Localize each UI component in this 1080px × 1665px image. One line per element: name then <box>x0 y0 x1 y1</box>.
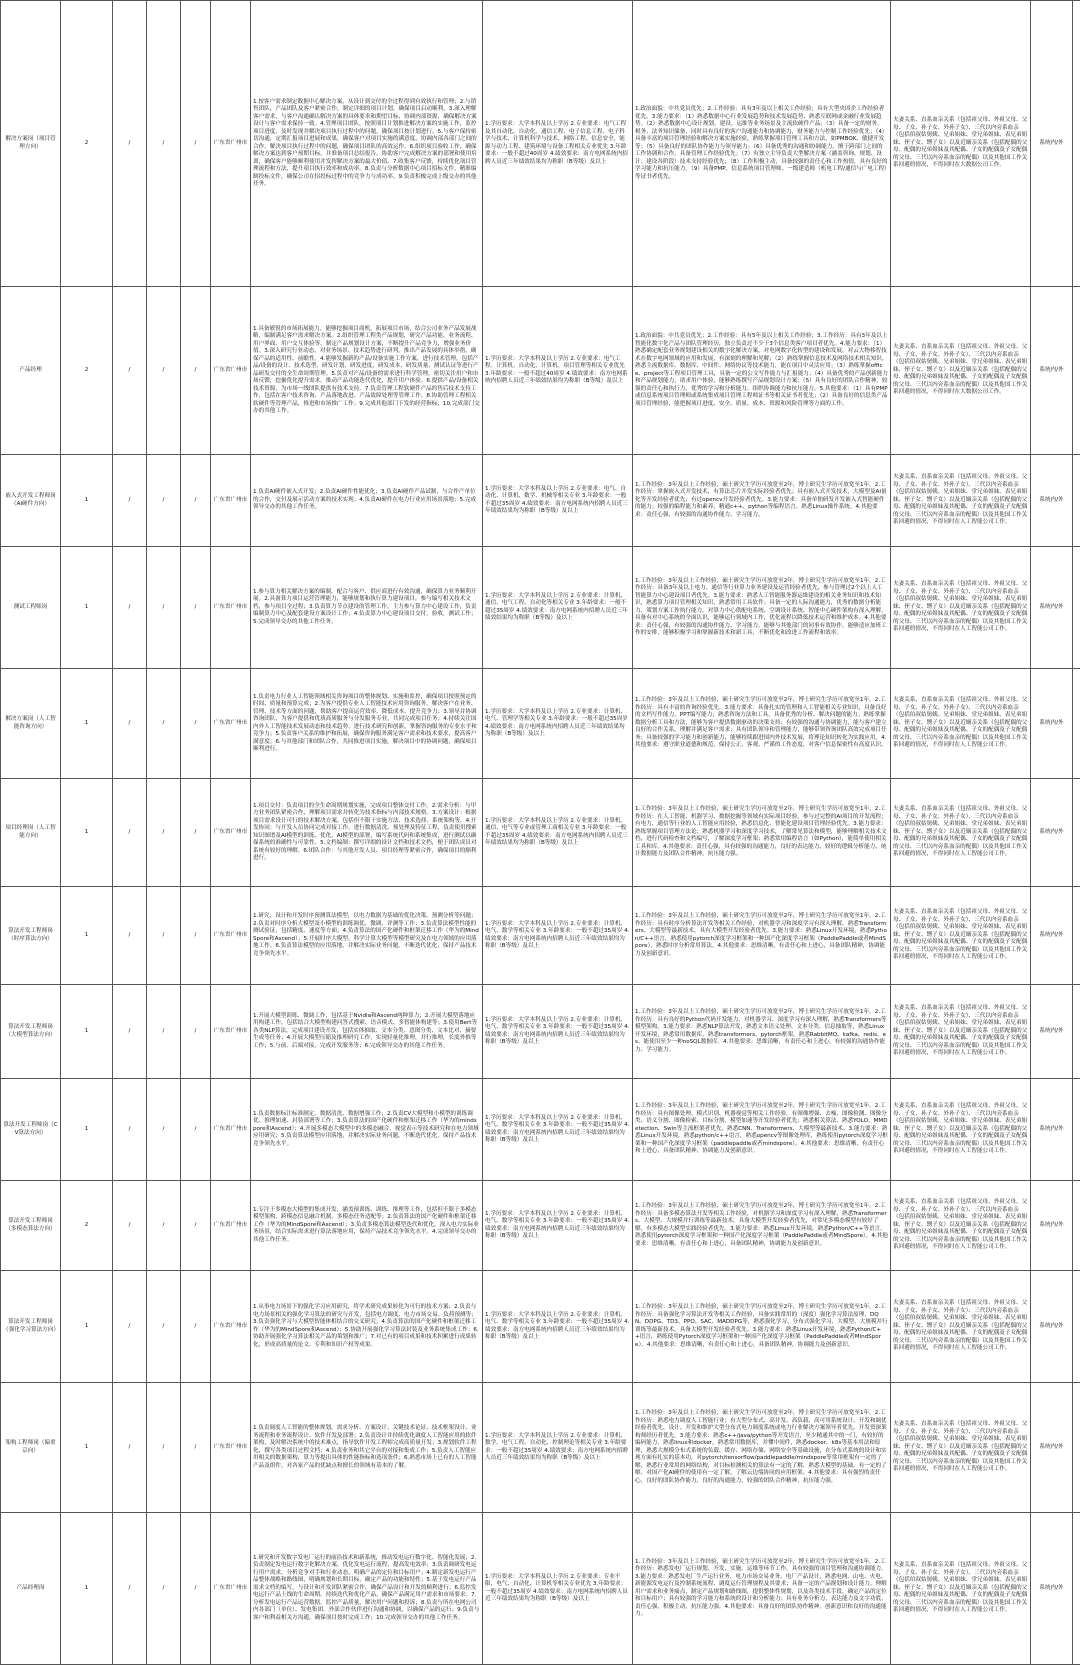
headcount: 2 <box>61 1181 113 1271</box>
position-name: 算法开发工程师岗（强化学习算法方向） <box>1 1271 61 1383</box>
basic-requirements: 1.学历要求：大学本科及以上学历 2.专业要求：计算机、通信、电气工程、自动化等相关专业 3.年龄要求：一般不超过35周岁 4.绩效要求：南方电网系统内招聘人员近三年绩效结果均为称职（B等级）及以上 <box>483 547 633 669</box>
slash-cell: / <box>147 779 181 887</box>
qualifications: 1.工作经验：3年及以上工作经验，硕士研究生学历可放宽至2年，博士研究生学历可放宽至1年。2.工作经历：具有图像处理、模式识别、机器视觉等相关工作经验，有图像增强、去噪、图像检测、图像分类、语义分割、图像检索、目标分割、模型加速等开发经验者优先；熟悉相关算法、熟悉YOLO、MMDetection、Swin等主流框架者优先，熟悉CNN、Transformers、大模型等最新技术。3.能力要求：熟悉Linux开发环境，熟悉python/c++语言，熟悉opencv等图像处理库，熟练使用pytorch深度学习框架和一种国产化深度学习框架（paddlepaddle或者mindspore）。4.其他要求：思维清晰，有责任心和上进心，具备团队精神，协调能力及创新意识。 <box>633 1079 891 1181</box>
position-name: 算法开发工程师岗（CV算法方向） <box>1 1079 61 1181</box>
slash-cell: / <box>147 985 181 1079</box>
relative-avoidance: 夫妻关系、直系血亲关系（包括祖父母、外祖父母、父母、子女、孙子女、外孙子女）、三代以内旁系血亲（包括伯叔姑舅姨、兄弟姐妹、堂兄弟姐妹、表兄弟姐妹、侄子女、甥子女）以及近姻亲关系（包括配偶的父母、配偶的兄弟姐妹及其配偶、子女的配偶及子女配偶的父母、三代以内旁系血亲的配偶）以及其他国工作关系回避的情况，不得同时在人工智能公司工作。 <box>891 669 1031 779</box>
relative-avoidance: 夫妻关系、直系血亲关系（包括祖父母、外祖父母、父母、子女、孙子女、外孙子女）、三代以内旁系血亲（包括伯叔姑舅姨、兄弟姐妹、堂兄弟姐妹、表兄弟姐妹、侄子女、甥子女）以及近姻亲关系（包括配偶的父母、配偶的兄弟姐妹及其配偶、子女的配偶及子女配偶的父母、三代以内旁系血亲的配偶）以及其他国工作关系回避的情况，不得同时在人工智能公司工作。 <box>891 1383 1031 1513</box>
slash-cell: / <box>181 887 211 985</box>
basic-requirements: 1.学历要求：大学本科及以上学历 2.专业要求：计算机、电气、数学等相关专业 3.年龄要求：一般不超过35周岁 4.绩效要求：南方电网系统内招聘人员近三年绩效结果均为称职（B等级）及以上 <box>483 1079 633 1181</box>
table-row <box>1 547 1080 669</box>
slash-cell: / <box>113 1079 147 1181</box>
job-duties: 1.项目交付：负责项目的全生命周期规划实施，完成项目整体交付工作。2.需求分析：与甲方业务团队紧密合作，理解项目需求并转化为技术指标与内部技术规格。3.方案设计：根据项目需求设计可行的技术解决方案，包括但不限于实施方法、技术选择、系统架构等。4.开发协同：与开发人员协同完成对接工作，进行数据清洗、预处理及特征工程，负责使用搜索知识图谱及AI模型的训练、优化、AI模型的部署，编写系统代码和系统集成，进行测试以确保系统的准确性与可靠性。5.文档编制：撰写详细的设计文档和技术文档，便于团队成员对系统有较好的理解。6.团队合作：与其他开发人员、项目经理等紧密合作，确保项目的顺利进行。 <box>251 779 483 887</box>
empty-cell <box>1073 287 1080 455</box>
recruit-scope: 系统内/外 <box>1031 779 1073 887</box>
work-location: 广东省广州市 <box>211 779 251 887</box>
empty-cell <box>1073 1271 1080 1383</box>
slash-cell: / <box>147 669 181 779</box>
qualifications: 1.工作经验：3年及以上工作经验，硕士研究生学历可放宽至2年，博士研究生学历可放宽至1年。2.工作经历：具有时序分析算法开发等相关工作经验，对机器学习和深度学习有深入理解，熟悉Transformers、大模型等最新技术，具有大模型开发经验者优先。3.能力要求：熟悉Linux开发环境，熟悉Python/C++语言，熟悉使用pytorch深度学习框架和一种国产化深度学习框架（PaddlePaddle或者MindSpore），熟悉时序分析常用算法。4.其他要求：思维清晰，有责任心和上进心，具备团队精神，协调能力及创新意识。 <box>633 887 891 985</box>
job-duties: 1.研究和开发数字发电厂运行的前沿技术和新系统，推动发电运行数字化、智能化发展；2.负责制定发电运行数字化解决方案，优化发电运行流程，提高发电效率；3.负责调研发电运行用户需求，分析竞争对手和行业动态，明确产品的定位和目标用户；4.制定新发电运行产品整体战略和路线图，明确规划和长期目标，确定产品的功能和特性；5.基于发电运行产品需求文档的编写，与设计和开发团队紧密合作，确保产品设计和开发的顺利进行；6.监控发电运行产品上线的生命周期，持续迭代和优化产品，确保产品满足用户需求和市场要求；7.分析发电运行产品运营数据，监控产品质量，解决用户问题和投诉；8.负责与所在电网公司内各部门（单位）、发电集团、外部合作伙伴进行沟通和协调，以确保产品的运行；9.负责与客户和利益相关方沟通，确保项目按时完成工作；10.完成领导交办的其他工作任务。 <box>251 1513 483 1665</box>
position-name: 解决方案岗（项目管理方向） <box>1 1 61 287</box>
table-row <box>1 1383 1080 1513</box>
recruit-scope: 系统内/外 <box>1031 1181 1073 1271</box>
relative-avoidance: 夫妻关系、直系血亲关系（包括祖父母、外祖父母、父母、子女、孙子女、外孙子女）、三代以内旁系血亲（包括伯叔姑舅姨、兄弟姐妹、堂兄弟姐妹、表兄弟姐妹、侄子女、甥子女）以及近姻亲关系（包括配偶的父母、配偶的兄弟姐妹及其配偶、子女的配偶及子女配偶的父母、三代以内旁系血亲的配偶）以及其他国工作关系回避的情况，不得同时在人工智能公司工作。 <box>891 547 1031 669</box>
recruit-scope: 系统内/外 <box>1031 287 1073 455</box>
job-duties: 1.开展大模型训练、微调工作，包括基于Nvidia和Ascend两种算力；2.开展大模型落地应用构建工作，包括结合大模型构建问答式搜索、语音模式、多智能体构建等；3.使用Bert等各类NLP算法，完成项目建设开发，包括实体抽取、文本分类、意图分类、文本比对、摘要生成等任务；4.开展大模型压缩及推理研究工作，实现轻量化推理，并行推理，长度外推等工作；5.与前、后端对接，完成开发服务等；6.完成领导交办的其他工作任务。 <box>251 985 483 1079</box>
qualifications: 1.工作经验：3年及以上工作经验，硕士研究生学历可放宽至2年，博士研究生学历可放宽至1年。2.工作经历：具备强化学习算法开发等相关工作经验，具备实践常用的（深度）强化学习算法原理，DQN、DDPG、TD3、PPO、SAC、MADDPG等，熟悉强化学习、分布式强化学习、大模型、大规模并行训练等最新技术，具备大模型开发经验者优先。3.能力要求：熟悉Linux开发环境，熟悉Python/C++语言，熟练使用Pytorch深度学习框架和一种国产化深度学习框架（PaddlePaddle或者MindSpore）。4.其他要求：思维清晰，有责任心和上进心，具备团队精神，协调能力及创新意识。 <box>633 1271 891 1383</box>
relative-avoidance: 夫妻关系、直系血亲关系（包括祖父母、外祖父母、父母、子女、孙子女、外孙子女）、三代以内旁系血亲（包括伯叔姑舅姨、兄弟姐妹、堂兄弟姐妹、表兄弟姐妹、侄子女、甥子女）以及近姻亲关系（包括配偶的父母、配偶的兄弟姐妹及其配偶、子女的配偶及子女配偶的父母、三代以内旁系血亲的配偶）以及其他国工作关系回避的情况，不得同时在人工智能公司工作。 <box>891 455 1031 547</box>
work-location: 广东省广州市 <box>211 1271 251 1383</box>
empty-cell <box>1073 1383 1080 1513</box>
job-duties: 1.按客户需求制定数据中心解决方案，从设计到交付的全过程得到有效执行和管理；2.与销售团队、产品团队及客户紧密合作，制定详细的项目计划，确保项目启动顺利。3.深入理解客户需求，与客户沟通确认解决方案的具体要求和期望目标，协调内部资源，确保解决方案设计与客户需求保持一致。4.管理项目团队，按照项目计划推进解决方案的实施工作，监控项目进度，及时发现并解决项目执行过程中的问题，确保项目按计划进行。5.与客户保持密切沟通，定期汇报项目进展和成果，确保客户对项目实施的满意度，协调内部各部门之间的合作，解决项目执行过程中的问题，确保项目团队的高效运作。6.组织项目验收工作，确保解决方案达到客户预期目标，并准备项目总结报告，协助客户完成解决方案的部署和使用培训，确保客户能够顺利使用并发挥解决方案的最大价值。7.收集客户反馈，持续优化项目管理流程和方法，提升项目执行效率和成功率。8.负责与分析数据中心项目招标文件，精准编制投标文件，确保公司在招投标过程中的竞争力与成功率。9.负责积极完成上级交办的其他任务。 <box>251 1 483 287</box>
table-row <box>1 287 1080 455</box>
relative-avoidance: 夫妻关系、直系血亲关系（包括祖父母、外祖父母、父母、子女、孙子女、外孙子女）、三代以内旁系血亲（包括伯叔姑舅姨、兄弟姐妹、堂兄弟姐妹、表兄弟姐妹、侄子女、甥子女）以及近姻亲关系（包括配偶的父母、配偶的兄弟姐妹及其配偶、子女的配偶及子女配偶的父母、三代以内旁系血亲的配偶）以及其他国工作关系回避的情况，不得同时在人工智能公司工作。 <box>891 1181 1031 1271</box>
empty-cell <box>1073 779 1080 887</box>
table-row <box>1 669 1080 779</box>
qualifications: 1.工作经验：3年及以上工作经验，硕士研究生学历可放宽至2年，博士研究生学历可放宽至1年。2.工作经历：熟悉电力调度人工智能行业；有大型分布式、高并发、高负载、高可用系统设计、开发和调优经验者优先，设计、开发和维护大型分布式电力调度系统或电力行业解决方案领导者优先，开发资深架构师经历者优先。3.能力要求：熟悉c++/java/python等开发语言，至少精通其中的一门，有较好的编码能力，熟悉linux和docker，熟悉常用数据库，并懂中间件，熟悉docker、k8s等基本用法和原理，熟悉大规模分布式系统的负载、缓存、网络存储、网络安全等基础设施，在分布式系统的设计和实现方面有扎实的基本功，对pytorch/tensorflow/paddlepaddle/mindspore等常用框架有一定的了解，熟悉行业常用的网络结构，对目标检测相关的算法有一定的了解，熟悉大模型的基础，有一定的了解。对国产化AI硬件的使用有一定了解，了解云边端协同的应用框架。4.其他要求：具有强烈的责任心，良好的团队协作能力，良好的沟通能力、较强的团队合作精神，抗压能力强。 <box>633 1383 891 1513</box>
qualifications: 1.工作经验：3年及以上工作经验，硕士研究生学历可放宽至2年，博士研究生学历可放宽至1年。2.工作经历：具有良好的Python代码开发能力，对机器学习、深度学习有深入理解，熟悉Transformers等模型架构。3.能力要求：熟悉NLP算法开发，熟悉文本语义处理、文本分类、信息抽取等，熟悉Linux开发环境，熟悉常用数据库，熟悉transformers、pytorch框架，熟悉RabbitMQ、kafka、redis、es、能使用至少一种noSQL数据库。4.其他要求：思维清晰，有责任心和上进心，有较强的沟通协作能力、学习能力。 <box>633 985 891 1079</box>
basic-requirements: 1.学历要求：大学本科及以上学历 2.专业要求：计算机、数学、电气工程、自动化、控制理论等相关专业 3.年龄要求：一般不超过35周岁 4.绩效要求：南方电网系统内招聘人员近三年绩效结果均为称职（B等级）及以上 <box>483 1383 633 1513</box>
empty-cell <box>1073 887 1080 985</box>
empty-cell <box>1073 1513 1080 1665</box>
position-name: 嵌入式开发工程师岗（AI硬件方向） <box>1 455 61 547</box>
relative-avoidance: 夫妻关系、直系血亲关系（包括祖父母、外祖父母、父母、子女、孙子女、外孙子女）、三代以内旁系血亲（包括伯叔姑舅姨、兄弟姐妹、堂兄弟姐妹、表兄弟姐妹、侄子女、甥子女）以及近姻亲关系（包括配偶的父母、配偶的兄弟姐妹及其配偶、子女的配偶及子女配偶的父母、三代以内旁系血亲的配偶）以及其他国工作关系回避的情况，不得同时在人工智能公司工作。 <box>891 1513 1031 1665</box>
job-duties: 1.负责数据标注标准制定，数据清洗、数据增强工作；2.负责CV大模型和小模型的训练调优、推理加速、封装部署等工作；3.负责算法的国产化硬件和框架迁移工作（华为的mindspore和Ascend）；4.开展多模态大模型中的多模态融合、视觉表示等技术研究和在电力领域应用研究；5.负责算法模型应用落地，并解决实际业务问题，不断迭代优化，保持产品技术竞争领先水平。 <box>251 1079 483 1181</box>
headcount: 1 <box>61 1271 113 1383</box>
job-duties: 1.具备敏锐的市场拓展能力，能够挖掘项目商机，拓展项目市场，结合公司业务产品发展战略，编制满足客户需求解决方案。2.组织管理工程类产品规划，研究产品功能、业务流程、用户界面、用户交互体验等，制定产品规划设计方案，不断提升产品竞争力，增强业务价值。3.深入研究行业动态，对业务场景、技术趋势进行研判，推出产品发展的具体举措，确保产品的适用性、前瞻性。4.能够发掘新的产品/设备实施工作方案，进行技术管理，包括产品/设备的设计、技术选型、研发计划、研发进度、研发成本、研发质量、测试认证等进行产品研发交付的全生命周期管理。5.负责对产品/设备的需求进行科学管理，密切关注用户和市场反馈，挖掘优化提升需求，推动产品功能迭代优化，提升用户体验。6.提供产品/设备相关技术资源，为市场一线团队提供有技术支持。7.负责管理工程软硬件产品的售后技术支持工作，包括在客户技术咨询、产品落地改进、产品故障处理等管理工作。8.协助管理工程相关软硬件等管理产品，推进和市场推广工作；9.完成其他部门下发的经营指标；10.完成部门交办的其他工作。 <box>251 287 483 455</box>
empty-cell <box>1073 1079 1080 1181</box>
slash-cell: / <box>181 287 211 455</box>
slash-cell: / <box>181 1383 211 1513</box>
relative-avoidance: 夫妻关系、直系血亲关系（包括祖父母、外祖父母、父母、子女、孙子女、外孙子女）、三代以内旁系血亲（包括伯叔姑舅姨、兄弟姐妹、堂兄弟姐妹、表兄弟姐妹、侄子女、甥子女）以及近姻亲关系（包括配偶的父母、配偶的兄弟姐妹及其配偶、子女的配偶及子女配偶的父母、三代以内旁系血亲的配偶）以及其他国工作关系回避的情况，不得同时在人工智能公司工作。 <box>891 985 1031 1079</box>
position-name: 测试工程师岗 <box>1 547 61 669</box>
position-name: 算法开发工程师岗（多模态算法方向） <box>1 1181 61 1271</box>
slash-cell: / <box>113 887 147 985</box>
work-location: 广东省广州市 <box>211 287 251 455</box>
basic-requirements: 1.学历要求：大学本科及以上学历 2.专业要求：计算机、电气、数学等相关专业 3.年龄要求：一般不超过35周岁 4.绩效要求：南方电网系统内招聘人员近三年绩效结果均为称职（B等级）及以上 <box>483 1181 633 1271</box>
table-row <box>1 1181 1080 1271</box>
recruit-scope: 系统内/外 <box>1031 1513 1073 1665</box>
basic-requirements: 1.学历要求：大学本科及以上学历 2.专业要求：计算机、电气、管理学等相关专业 3.年龄要求：一般不超过35周岁 4.绩效要求：南方电网系统内招聘人员近三年绩效结果均为称职（B等级）及以上 <box>483 669 633 779</box>
headcount: 1 <box>61 985 113 1079</box>
slash-cell: / <box>113 779 147 887</box>
recruit-scope: 系统内/外 <box>1031 455 1073 547</box>
slash-cell: / <box>147 1513 181 1665</box>
basic-requirements: 1.学历要求：大学本科及以上学历 2.专业要求：电气工程、计算机、自动化、计算机、项目管理等相关专业优先 3.年龄要求：一般不超过40周岁 4.绩效要求：南方电网系统内招聘人员近三年绩效结果均为称职（B等级）及以上 <box>483 287 633 455</box>
slash-cell: / <box>147 1383 181 1513</box>
recruit-scope: 系统内/外 <box>1031 887 1073 985</box>
basic-requirements: 1.学历要求：大学本科及以上学历 2.专业要求：电气工程及其自动化、自动化、通信工程、电子信息工程、电子科学与技术、计算机科学与技术、网络工程、信息安全、能源与动力工程、建筑环境与设备工程相关专业优先 3.年龄要求：一般不超过40周岁 4.绩效要求：南方电网系统内招聘人员近三年绩效结果均为称职（B等级）及以上 <box>483 1 633 287</box>
slash-cell: / <box>113 1513 147 1665</box>
headcount: 1 <box>61 1513 113 1665</box>
slash-cell: / <box>147 455 181 547</box>
slash-cell: / <box>113 455 147 547</box>
recruit-scope: 系统内/外 <box>1031 669 1073 779</box>
slash-cell: / <box>113 669 147 779</box>
slash-cell: / <box>181 1 211 287</box>
table-row <box>1 1079 1080 1181</box>
position-name: 项目经理岗（人工智能方向） <box>1 779 61 887</box>
slash-cell: / <box>113 547 147 669</box>
slash-cell: / <box>147 887 181 985</box>
slash-cell: / <box>181 985 211 1079</box>
headcount: 2 <box>61 287 113 455</box>
job-duties: 1.负责调度人工智能的整体规划，需求分析、方案设计、关键技术论证、技术框架设计、业务流程和业务流程设计、软件开发及部署；2.负责设计并持续优化调度人工智能应用的软件架构，及时解决系统中的技术难点，指导软件开发工程师完成高质量开发；3.规划软件工程化，撰写各类项目过程文档；4.负责业务和其它平台的对接和集成工作；5.负责人工智能应用相关的数据架构，算力等提出具体的性能指标和选项条件；6.熟悉市场上已有的人工智能产品及组件，对各家产品的优缺点和擅长的领域有基本的了解。 <box>251 1383 483 1513</box>
slash-cell: / <box>113 1181 147 1271</box>
basic-requirements: 1.学历要求：大学本科及以上学历 2.专业要求：计算机、电气、数学等相关专业 3.年龄要求：一般不超过35周岁 4.绩效要求：南方电网系统内招聘人员近三年绩效结果均为称职（B等级）及以上 <box>483 985 633 1079</box>
recruit-scope: 系统内/外 <box>1031 1271 1073 1383</box>
job-table-body <box>1 1 1080 1665</box>
basic-requirements: 1.学历要求：大学本科及以上学历 2.专业要求：计算机、电气、数学等相关专业 3.年龄要求：一般不超过35周岁 4.绩效要求：南方电网系统内招聘人员近三年绩效结果均为称职（B等级）及以上 <box>483 887 633 985</box>
basic-requirements: 1.学历要求：大学本科及以上学历 2.专业要求：专业不限，电气、自动化、计算机等相关专业优先 3.年龄要求：一般不超过35周岁 4.绩效要求：南方电网系统内招聘人员近三年绩效结果均为称职（B等级）及以上 <box>483 1513 633 1665</box>
position-name: 解决方案岗（人工智能咨询方向） <box>1 669 61 779</box>
slash-cell: / <box>113 985 147 1079</box>
slash-cell: / <box>181 547 211 669</box>
slash-cell: / <box>181 455 211 547</box>
empty-cell <box>1073 455 1080 547</box>
empty-cell <box>1073 1181 1080 1271</box>
slash-cell: / <box>181 779 211 887</box>
basic-requirements: 1.学历要求：大学本科及以上学历 2.专业要求：电气、自动化、计算机、数学、机械等相关专业 3.年龄要求：一般不超过35周岁 4.绩效要求：南方电网系统内招聘人员近三年绩效结果均为称职（B等级）及以上 <box>483 455 633 547</box>
slash-cell: / <box>181 1079 211 1181</box>
qualifications: 1.工作经验：3年及以上工作经验，硕士研究生学历可放宽至2年，博士研究生学历可放宽至1年。2.工作经历：熟悉发电厂运行规划、开发、实施、运维等环节工作，具有较强的项目管理和沟通协调能力。3.能力要求：熟悉发电厂生产运行业务、电力市场交易业务、电厂产品设计，熟悉电网、山电、火电、新能源发电运行及控制系统流程、调度运行管理规程及其要求；具备一定的产品规划和设计能力，理解用户需求和业务痛点，制定产品规划和路线图，提供整体性规划，以及各类技术手段，确定产品的定位和目标用户；具有较强的学习能力和系统的设计和分析能力；具有业务分析力，表达能力及文字功底，责任心强，积极主动，抗压能力强。4.其他要求：具备良好的团队协作精神，创新意识和良好的沟通能力。 <box>633 1513 891 1665</box>
basic-requirements: 1.学历要求：大学本科及以上学历 2.专业要求：计算机、电气、数学等相关专业 3.年龄要求：一般不超过35周岁 4.绩效要求：南方电网系统内招聘人员近三年绩效结果均为称职（B等级）及以上 <box>483 1271 633 1383</box>
relative-avoidance: 夫妻关系、直系血亲关系（包括祖父母、外祖父母、父母、子女、孙子女、外孙子女）、三代以内旁系血亲（包括伯叔姑舅姨、兄弟姐妹、堂兄弟姐妹、表兄弟姐妹、侄子女、甥子女）以及近姻亲关系（包括配偶的父母、配偶的兄弟姐妹及其配偶、子女的配偶及子女配偶的父母、三代以内旁系血亲的配偶）以及其他国工作关系回避的情况，不得同时在大数据公司工作。 <box>891 287 1031 455</box>
headcount: 1 <box>61 1383 113 1513</box>
slash-cell: / <box>147 1 181 287</box>
qualifications: 1.政治面貌：中共党员优先；2.工作经验：具有3年及以上相关工作经验；具有大型央国企工作经验者优先。3.能力要求：（1）熟悉数据中心行业发展趋势和技术发展趋势，熟悉互联网或金融行业发展趋势。（2）熟悉数据中心设计规划、建设、运维等业务场景及主流软硬件产品；（3）具备一定的财务、税务、法务知识储备，同时具有良好的客户沟通能力和协调能力，财务能力与控制工作经验优先；（4）具备丰富的项目管理经验和解决方案实施经验，熟练掌握项目管理工具和方法，如PMBOK、敏捷开发等；（5）具备良好的团队协作能力与领导能力；（6）具备优秀的沟通和协调能力，擅于跨部门之间的工作协调和合作，具备管理工作经验优先；（7）有独立主导负责大型解决方案（涵盖咨询、规划、设计、建设各阶段）技术支持经验优先；（8）工作积极主动，具备较强的责任心和工作热情，具有良好的学习能力和抗压能力。（9）具备PMP、信息系统项目管理师、一级建造师（机电工程/通信与广电工程）等证书者优先。 <box>633 1 891 287</box>
position-name: 产品经理 <box>1 287 61 455</box>
headcount: 1 <box>61 1079 113 1181</box>
relative-avoidance: 夫妻关系、直系血亲关系（包括祖父母、外祖父母、父母、子女、孙子女、外孙子女）、三代以内旁系血亲（包括伯叔姑舅姨、兄弟姐妹、堂兄弟姐妹、表兄弟姐妹、侄子女、甥子女）以及近姻亲关系（包括配偶的父母、配偶的兄弟姐妹及其配偶、子女的配偶及子女配偶的父母、三代以内旁系血亲的配偶）以及其他国工作关系回避的情况，不得同时在人工智能公司工作。 <box>891 887 1031 985</box>
job-duties: 1.负责AI硬件嵌入式开发；2.负责AI硬件性能优化；3.负责AI硬件产品试制，与合作产单位的合作，交付及展示活动方案的技术实现；4.负责AI硬件在电力行业应用场景落地；5.完成领导交办的其他工作任务。 <box>251 455 483 547</box>
relative-avoidance: 夫妻关系、直系血亲关系（包括祖父母、外祖父母、父母、子女、孙子女、外孙子女）、三代以内旁系血亲（包括伯叔姑舅姨、兄弟姐妹、堂兄弟姐妹、表兄弟姐妹、侄子女、甥子女）以及近姻亲关系（包括配偶的父母、配偶的兄弟姐妹及其配偶、子女的配偶及子女配偶的父母、三代以内旁系血亲的配偶）以及其他国工作关系回避的情况，不得同时在人工智能公司工作。 <box>891 779 1031 887</box>
slash-cell: / <box>147 287 181 455</box>
empty-cell <box>1073 669 1080 779</box>
headcount: 1 <box>61 547 113 669</box>
job-duties: 1.参与算力相关解决方案的编制，配合与客户、供应商进行有效沟通，确保算力业务顺利开展。2.具备算力项目运营管理能力，能够规划和执行算力建设项目，参与编写相关技术文档，参与项目全过程；3.负责算力节点建设的管理工作，主力参与算力中心建设工作，负责编制算力中心及配套建设方案设计工作；4.负责算力中心建设项目交付，验收，测试工作；5.完成领导交办的其他工作任务。 <box>251 547 483 669</box>
slash-cell: / <box>147 1271 181 1383</box>
headcount: 1 <box>61 669 113 779</box>
headcount: 1 <box>61 887 113 985</box>
slash-cell: / <box>147 1181 181 1271</box>
work-location: 广东省广州市 <box>211 455 251 547</box>
empty-cell <box>1073 547 1080 669</box>
job-duties: 1.专注于多模态大模型的集成开发，涵盖预训练、训练、推理等工作，包括但不限于多模态模型架构、跨模态信息融合机制、多模态任务适配等；2.负责算法的国产化硬件和框架迁移工作（华为的MindSpore和Ascend）；3.负责多模态算法模型迭代和优化，深入电力实际业务场景，结合实际需求进行算法落地应用，保持产品技术竞争领先水平。4.完成领导交办的其他工作任务。 <box>251 1181 483 1271</box>
qualifications: 1.工作经验：3年及以上工作经验，硕士研究生学历可放宽至2年，博士研究生学历可放宽至1年。2.工作经历：具备3年及以上电力、通信等行业算力业务建设及运营经验者优先，参与管理过2个以上人工智能算力中心建设项目者优先。3.能力要求：熟悉人工智能服务器运维建设的相关业务知识和技术知识，熟悉算力项目管理相关知识，熟悉常用工具软件；具备一定的人际沟通能力，优秀的数据分析能力、策划方案工作执行能力，对算力中心供配电系统、空调设计系统、智能中心硬件架构有深入理解，具备有对中心系统的全面认识，能够运行领域内工作，优化流程以降低技术运营和维护成本。4.其他要求：责任心强，有较强的沟通协作能力、学习能力，能够与其他部门的同事有效协作，能够适应加班工作的安排，能够积极学习和掌握新技术和新工具，不断优化和改进工作流程和效率。 <box>633 547 891 669</box>
slash-cell: / <box>181 1181 211 1271</box>
slash-cell: / <box>113 1383 147 1513</box>
slash-cell: / <box>181 669 211 779</box>
slash-cell: / <box>181 1271 211 1383</box>
table-row <box>1 887 1080 985</box>
qualifications: 1.工作经验：3年及以上工作经验，硕士研究生学历可放宽至2年，博士研究生学历可放宽至1年。2.工作经历：具备多模态算法开发等相关工作经验，对机器学习和深度学习有深入理解，熟悉Transformers、大模型、大规模并行训练等最新技术，具备大模型开发经验者优先，对常见多模态模型有较好了解，有多模态大模型实践经验者优先。3.能力要求：熟悉Linux开发环境，熟悉Python/C++等语言，熟悉使用pytorch深度学习框架和一种国产化深度学习框架（PaddlePaddle或者MindSpore）。4.其他要求：思维清晰，有责任心和上进心，具备团队精神，协调能力及创新意识。 <box>633 1181 891 1271</box>
headcount: 2 <box>61 1 113 287</box>
recruit-scope: 系统内/外 <box>1031 1 1073 287</box>
relative-avoidance: 夫妻关系、直系血亲关系（包括祖父母、外祖父母、父母、子女、孙子女、外孙子女）、三代以内旁系血亲（包括伯叔姑舅姨、兄弟姐妹、堂兄弟姐妹、表兄弟姐妹、侄子女、甥子女）以及近姻亲关系（包括配偶的父母、配偶的兄弟姐妹及其配偶、子女的配偶及子女配偶的父母、三代以内旁系血亲的配偶）以及其他国工作关系回避的情况，不得同时在人工智能公司工作。 <box>891 1079 1031 1181</box>
work-location: 广东省广州市 <box>211 547 251 669</box>
qualifications: 1.工作经验：3年及以上工作经验，硕士研究生学历可放宽至2年，博士研究生学历可放宽至1年。2.工作经历：具有丰富的咨询经验优先。3.能力要求：具备扎实的管理和人工智能相关专业知识，具备良好的文档写作能力，PPT编写能力；熟悉咨询方法和工具，具备优秀的分析、解决问题的能力；熟练掌握数据分析工具和方法，能够为客户提供数据驱动的决策支持；有较强的沟通与协调能力，能与客户建立良好的合作关系，理解并满足客户需求；具有团队领导和管理能力，能够带领咨询团队高效完成项目任务；具备较强的学习能力和创新能力，能够持续跟进国内外技术发展，将理论知识转化为实践应用。4.其他要求：遵守职业道德和规范，保持公正、客观、严谨的工作态度，对客户信息保密性有高度认识。 <box>633 669 891 779</box>
position-name: 算法开发工程师岗（大模型算法方向） <box>1 985 61 1079</box>
position-name: 产品经理岗 <box>1 1513 61 1665</box>
slash-cell: / <box>147 547 181 669</box>
table-row <box>1 1271 1080 1383</box>
empty-cell <box>1073 1 1080 287</box>
recruit-scope: 系统内/外 <box>1031 1079 1073 1181</box>
headcount: 1 <box>61 779 113 887</box>
recruit-scope: 系统内/外 <box>1031 547 1073 669</box>
job-duties: 1.从事电力场景下的强化学习应用研究，将学术研究成果转化为可行的技术方案；2.负责与电力场景相关的强化学习算法的研究与开发，包括电力调度、电力市场交易、负荷预测等；3.负责强化学习与大模型智能体相结合的交叉研究；4.负责算法的国产化硬件和框架迁移工作（华为的MindSpore和Ascend）；5.协助开展强化学习算法封装及业务系统集成工作；6.协助开展强化学习算法相关产品的策划和推广；7.对已有的项目成果和技术积累进行成果转化，形成高质量的论文、专利和知识产权等成果。 <box>251 1271 483 1383</box>
slash-cell: / <box>113 1 147 287</box>
table-row <box>1 1 1080 287</box>
work-location: 广东省广州市 <box>211 1383 251 1513</box>
qualifications: 1.工作经验：3年及以上工作经验，硕士研究生学历可放宽至2年，博士研究生学历可放宽至1年。2.工作经历：掌握嵌入式开发技术，有算法芯片开发实际经验者优先；具有嵌入式开发技术，大模型及AI量化等开发经验者优先；有过opencv开发经验者优先。3.能力要求：具备单独研发开发嵌入式智能硬件的能力；较强的编程能力和素养，精通c++、python等编程语言。熟悉Linux操作系统。4.其他要求：责任心强，有较强的沟通协作能力、学习能力。 <box>633 455 891 547</box>
basic-requirements: 1.学历要求：大学本科及以上学历 2.专业要求：计算机、通信、电气等专业或管理工商相关专业 3.年龄要求：一般不超过35周岁 4.绩效要求：南方电网系统内招聘人员近三年绩效结果均为称职（B等级）及以上 <box>483 779 633 887</box>
position-name: 算法开发工程师岗（时序算法方向） <box>1 887 61 985</box>
work-location: 广东省广州市 <box>211 1513 251 1665</box>
table-row <box>1 779 1080 887</box>
relative-avoidance: 夫妻关系、直系血亲关系（包括祖父母、外祖父母、父母、子女、孙子女、外孙子女）、三代以内旁系血亲（包括伯叔姑舅姨、兄弟姐妹、堂兄弟姐妹、表兄弟姐妹、侄子女、甥子女）以及近姻亲关系（包括配偶的父母、配偶的兄弟姐妹及其配偶、子女的配偶及子女配偶的父母、三代以内旁系血亲的配偶）以及其他国工作关系回避的情况，不得同时在人工智能公司工作。 <box>891 1271 1031 1383</box>
headcount: 1 <box>61 455 113 547</box>
slash-cell: / <box>147 1079 181 1181</box>
empty-cell <box>1073 985 1080 1079</box>
recruit-scope: 系统内/外 <box>1031 985 1073 1079</box>
table-row <box>1 455 1080 547</box>
slash-cell: / <box>113 287 147 455</box>
work-location: 广东省广州市 <box>211 1079 251 1181</box>
slash-cell: / <box>181 1513 211 1665</box>
work-location: 广东省广州市 <box>211 669 251 779</box>
slash-cell: / <box>113 1271 147 1383</box>
work-location: 广东省广州市 <box>211 1 251 287</box>
table-row <box>1 1513 1080 1665</box>
job-duties: 1.负责电力行业人工智能领域相关咨询项目的整体规划、实施和监控，确保项目按照预定的时间、质量和预算完成；2.为客户提供专业人工智能技术应用咨询服务，解决客户在业务、管理、技术等方面的问题，帮助客户提高运营效率、降低成本、提升竞争力；3.领导并协调咨询团队，为客户提供和优质高质服务与分发服务专业，共同完成项目任务；4.持续关注国内外人工智能技术发展动态和技术趋势，进行技术研究和创新，掌握咨询服务的专业水平和竞争力；5.负责客户关系的维护和拓展，确保咨询服务满足客户需求和技术要求，提高客户满意度；6.与其他部门和团队合作，共同推进项目实施，解决项目中的协调问题，确保项目顺利进行。 <box>251 669 483 779</box>
qualifications: 1.政治面貌：中共党员优先；2.工作经验：具有5年及以上相关工作经验；3.工作经历：具有3年及以上智能化数字化产品与团队管理经历，独立负责过不少于3个信息类客户项目者优先。4.能力要求：（1）熟悉确定配套业务规划建设相关的数字化解决方案，对电网数字化转型的建设和发展，对云大物移智技术在数字电网领域的应用和发展，有深刻的理解和见解；（2）熟练掌握信息技术及网络技术相关知识，熟悉主流数据库、数据库、中间件、网络协议等技术能力，能在项目中灵活应用；（3）熟练掌握office、project等工程项目管理工具，具备一定的公文写作能力与汇报能力；（4）具备优秀的产品创新能力和产品规划能力，诸求用户体验，能够熟练撰写产品规划设计方案；（5）具有良好的团队合作精神，较强的责任心和执行力，优秀的学习和分析能力、组织协调能力和抗压能力。5.其他要求：（1）具有PMP或信息系统项目管理师或系统集成项目管理工程师证书等相关证书者优先；（2）具备良好的信息类产品项目管理经验，能把握项目进度、安全、质量、成本、资源和风险管理等方面的工作。 <box>633 287 891 455</box>
recruit-scope: 系统内/外 <box>1031 1383 1073 1513</box>
job-duties: 1.研究、设计和开发时序预测算法模型，以电力数据为基础的优化决策、预测分析等问题；2.负责对时序分析大模型及小模型的训练调优、微调、评测等工作；3.负责算法模型性能的测试验证，包括精度、速度等方面；4.负责算法的国产化硬件和框架迁移工作（华为的MindSpore和Ascend）；5.开展时序大模型、科学计算大模型等模型研究及在电力领域的应用落地工作。6.负责算法模型的应用落地，并解决实际业务问题，不断迭代优化，保持产品技术竞争领先水平。 <box>251 887 483 985</box>
qualifications: 1.工作经验：3年及以上工作经验，硕士研究生学历可放宽至2年，博士研究生学历可放宽至1年。2.工作经历：在人工智能、机器学习、数据挖掘等领域有实际项目经验，参与过完整的AI项目的开发流程；有电力、通信等行业的人工智能应用经验，熟悉信息化、智能化建设项目管理经验优先。3.能力要求：熟练掌握项目管理方法论；熟悉机器学习和深度学习技术，了解常见算法和模型，能够理解相关技术文档，进行代码检查和文档编写，了解深度学习框架；熟悉常用编程语言（如Python），能简单使用相关工具和库。4.其他要求：责任心强，具有较强的沟通能力，良好的表达能力、较好的逻辑分析能力、统计数据能力及团队合作精神，抗压能力强。 <box>633 779 891 887</box>
relative-avoidance: 夫妻关系、直系血亲关系（包括祖父母、外祖父母、父母、子女、孙子女、外孙子女）、三代以内旁系血亲（包括伯叔姑舅姨、兄弟姐妹、堂兄弟姐妹、表兄弟姐妹、侄子女、甥子女）以及近姻亲关系（包括配偶的父母、配偶的兄弟姐妹及其配偶、子女的配偶及子女配偶的父母、三代以内旁系血亲的配偶）以及其他国工作关系回避的情况，不得同时在大数据公司工作。 <box>891 1 1031 287</box>
position-name: 架构工程师岗（偏重京向） <box>1 1383 61 1513</box>
work-location: 广东省广州市 <box>211 985 251 1079</box>
table-row <box>1 985 1080 1079</box>
work-location: 广东省广州市 <box>211 887 251 985</box>
work-location: 广东省广州市 <box>211 1181 251 1271</box>
